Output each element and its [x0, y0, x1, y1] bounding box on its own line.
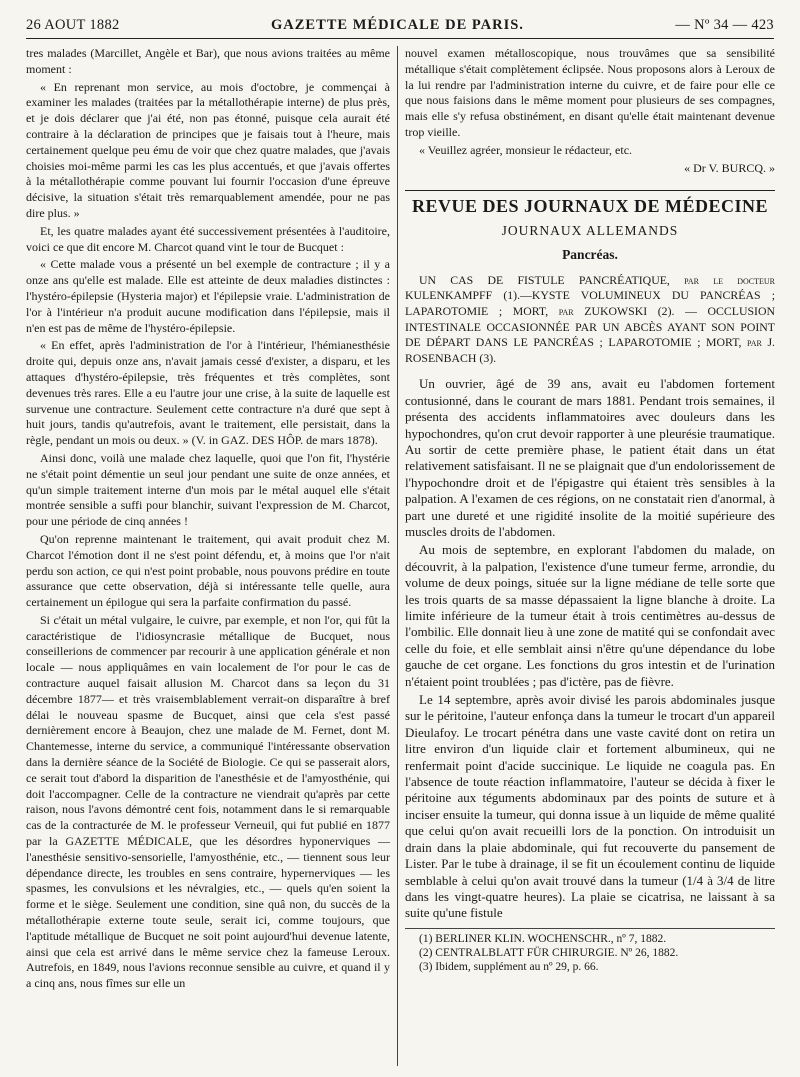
right-column	[405, 46, 775, 974]
section-divider	[405, 190, 775, 191]
paragraph: Au mois de septembre, en explorant l'abdomen du malade, on découvrit, à la palpation, l'existence d'une tumeur ferme, arrondie, du volume de deux poings, située sur la ligne médiane de telle sorte que les trois quarts de sa masse dépassaient la ligne blanche à droite. La limite inférieure de la tumeur était à trois centimètres au-dessus de l'ombilic. Elle donnait lieu à une zone de matité qui se confondait avec celle du foie, et elle semblait ainsi n'être qu'une dépendance du lobe gauche de cet organe. Les fonctions du gros intestin et de l'urination n'étaient point troublées ; pas d'ictère, pas de fièvre.	[405, 542, 775, 689]
paragraph: tres malades (Marcillet, Angèle et Bar), que nous avions traitées au même moment :	[26, 46, 390, 76]
page-header	[26, 12, 774, 39]
header-title: GAZETTE MÉDICALE DE PARIS.	[270, 16, 524, 33]
article-title: UN CAS DE FISTULE PANCRÉATIQUE, par le docteur KULENKAMPFF (1).—KYSTE VOLUMINEUX DU PANCRÉAS ; LAPAROTOMIE ; MORT, par ZUKOWSKI (2). — OCCLUSION INTESTINALE OCCASIONNÉE PAR UN ABCÈS AYANT SON POINT DE DÉPART DANS LE PANCRÉAS ; LAPAROTOMIE ; MORT, par J. ROSENBACH (3).	[405, 272, 775, 365]
paragraph: « En effet, après l'administration de l'or à l'intérieur, l'hémianesthésie droite qui, depuis onze ans, n'avait jamais cessé d'exister, a disparu, et les attaques d'hystéro-épilepsie, très fréquentes et très complètes, sont devenues très rares. Elle a eu l'autre jour une crise, à la suite de laquelle est survenue une contracture. Seulement cette contracture n'a duré que sept à huit jours, tandis qu'autrefois, avant le traitement, elle persistait, dans la règle, pendant un mois ou deux. » (V. in GAZ. DES HÔP. de mars 1878).	[26, 338, 390, 448]
header-date: 26 AOUT 1882	[26, 16, 120, 33]
paragraph: « Cette malade vous a présenté un bel exemple de contracture ; il y a onze ans qu'elle est malade. Elle est atteinte de deux maladies distinctes : l'hystéro-épilepsie (Hysteria major) et l'épilepsie vraie. L'administration de l'or à l'intérieur n'a produit aucune modification dans l'épilepsie, mais il n'en est pas de même de l'hystéro-épilepsie.	[26, 257, 390, 335]
signature: « Dr V. BURCQ. »	[684, 160, 775, 175]
section-title: REVUE DES JOURNAUX DE MÉDECINE	[411, 196, 769, 217]
topic-heading: Pancréas.	[562, 246, 618, 262]
footnote: (3) Ibidem, supplément au nº 29, p. 66.	[419, 960, 599, 973]
paragraph: Ainsi donc, voilà une malade chez laquelle, quoi que l'on fit, l'hystérie ne s'était point démentie un seul jour pendant une suite de onze années, et qu'un simple traitement interne d'un mois par le métal auquel elle s'était montrée sensible a suffi pour blanchir, suivant l'expression de M. Charcot, pour une période de cinq années !	[26, 450, 390, 529]
paragraph: Si c'était un métal vulgaire, le cuivre, par exemple, et non l'or, qui fût la caractéristique de l'idiosyncrasie métallique de Bucquet, nous conseillerions de commencer par recourir à une application générale et non locale — nous appliquâmes en vain localement de l'or pour le cas de contracture auquel faisait allusion M. Charcot dans sa leçon du 31 décembre 1877— et très vraisemblablement verrait-on disparaître à bref délai le nouveau spasme de Bucquet, ainsi que cela s'est passé dernièrement encore à Beaujon, chez une malade de M. Fernet, dont M. Chantemesse, interne du service, a communiqué l'intéressante observation dans la dernière séance de la Société de Biologie. Ce qui se passerait alors, ce serait tout d'abord la disparition de l'anesthésie et de l'amyosthénie, qui doit l'accompagner. Celle de la contracture ne viendrait qu'après par cette raison, nous l'avons démontré cent fois, notamment dans le si remarquable cas de la contracturée de M. le professeur Verneuil, qui fut publié en 1877 par la GAZETTE MÉDICALE, que les désordres hyponerviques — l'anesthésie sensitivo-sensorielle, l'amyosthénie, etc., — tiennent sous leur dépendance directe, les troubles en sens contraire, hypernerviques — les spasmes, les convulsions et les névralgies, etc., — quels qu'en soient la forme et le siège. Seulement une condition, sine quâ non, du succès de la métallothérapie externe toute seule, serait ici, comme toujours, que l'aptitude métallique de Bucquet ne soit point aujourd'hui devenue latente, ainsi que cela est arrivé dans le même service chez la fameuse Leroux. Autrefois, en 1849, nous l'avions reconnue sensible au cuivre, et quand il y a cinq ans, nous fîmes sur elle un	[26, 612, 390, 991]
header-issue: — Nº 34 — 423	[675, 16, 774, 33]
left-column	[26, 46, 390, 994]
footnote: (1) BERLINER KLIN. WOCHENSCHR., nº 7, 1882.	[419, 932, 667, 945]
paragraph: Qu'on reprenne maintenant le traitement, qui avait produit chez M. Charcot l'émotion dont il ne s'est point défendu, et, à moins que l'or n'ait perdu son action, ce qui n'est point probable, nous pouvons prédire en toute assurance que cette observation, déjà si intéressante telle quelle, aura certainement un épilogue qui sera la parfaite confirmation du passé.	[26, 531, 390, 610]
paragraph: Le 14 septembre, après avoir divisé les parois abdominales jusque sur le péritoine, l'auteur enfonça dans la tumeur le trocart d'un appareil Dieulafoy. Le trocart pénétra dans une vaste cavité dont on retira un litre environ d'un liquide clair et fortement albumineux, qui ne renfermait point d'acide succinique. Le liquide ne coagula pas. En l'absence de toute réaction inflammatoire, l'auteur se décida à fixer le péritoine aux téguments abdominaux par des points de suture et à inciser ensuite la tumeur, qui donna issue à un liquide de même qualité que celui qu'on avait recueilli lors de la ponction. On introduisit un drain dans la plaie abdominale, qui fut recouverte du pansement de Lister. Par le tube à drainage, il se fit un écoulement continu de liquide semblable à celui qu'on avait trouvé dans la tumeur (1/4 à 3/4 de litre dans les vingt-quatre heures). La plaie se cicatrisa, ne laissant à sa suite qu'une fistule	[405, 692, 775, 921]
subsection-title: JOURNAUX ALLEMANDS	[501, 223, 679, 239]
paragraph: Un ouvrier, âgé de 39 ans, avait eu l'abdomen fortement contusionné, dans le courant de mars 1881. Pendant trois semaines, il présenta des accidents inflammatoires avec douleurs dans les hypochondres, qu'on crut devoir rapporter à une pleurésie traumatique. Au sortir de cette première phase, le patient était dans un état relativement satisfaisant. Il ne se plaignait que d'un endolorissement de l'hypochondre droit et de l'épigastre qui étaient très sensibles à la palpation. A l'examen de ces régions, on ne constatait rien d'anormal, à part une dureté et une rigidité insolite de la moitié supérieure des muscles droits de l'abdomen.	[405, 376, 775, 539]
column-divider	[397, 46, 398, 1066]
footnote: (2) CENTRALBLATT FÜR CHIRURGIE. Nº 26, 1882.	[419, 946, 679, 959]
paragraph: « Veuillez agréer, monsieur le rédacteur, etc.	[419, 142, 633, 157]
paragraph: « En reprenant mon service, au mois d'octobre, je commençai à examiner les malades (traitées par la métallothérapie interne) de plus près, et je dois déclarer que j'ai été, non pas étonné, puisque cela aurait été contraire à la déclaration de principes que je faisais tout à l'heure, mais certainement quelque peu ému de voir que chez quatre malades, que j'avais choisies moi-même parmi les cas les plus accentués, et que j'avais offertes à la métallothérapie comme pouvant lui fournir l'occasion d'une épreuve décisive, la situation s'était très remarquablement amendée, pour ne pas dire plus. »	[26, 79, 390, 220]
paragraph: Et, les quatre malades ayant été successivement présentées à l'auditoire, voici ce que dit encore M. Charcot quand vint le tour de Bucquet :	[26, 223, 390, 254]
paragraph: nouvel examen métalloscopique, nous trouvâmes que sa sensibilité métallique s'était complètement éclipsée. Nous proposons alors à Leroux de la lui rendre par l'administration interne du cuivre, et de faire pour elle ce que nous faisions dans le même moment pour plusieurs de ses compagnes, mais elle s'y refusa obstinément, en disant qu'elle était maintenant devenue trop vieille.	[405, 46, 775, 139]
article-body	[405, 376, 775, 921]
footnotes	[405, 928, 775, 974]
